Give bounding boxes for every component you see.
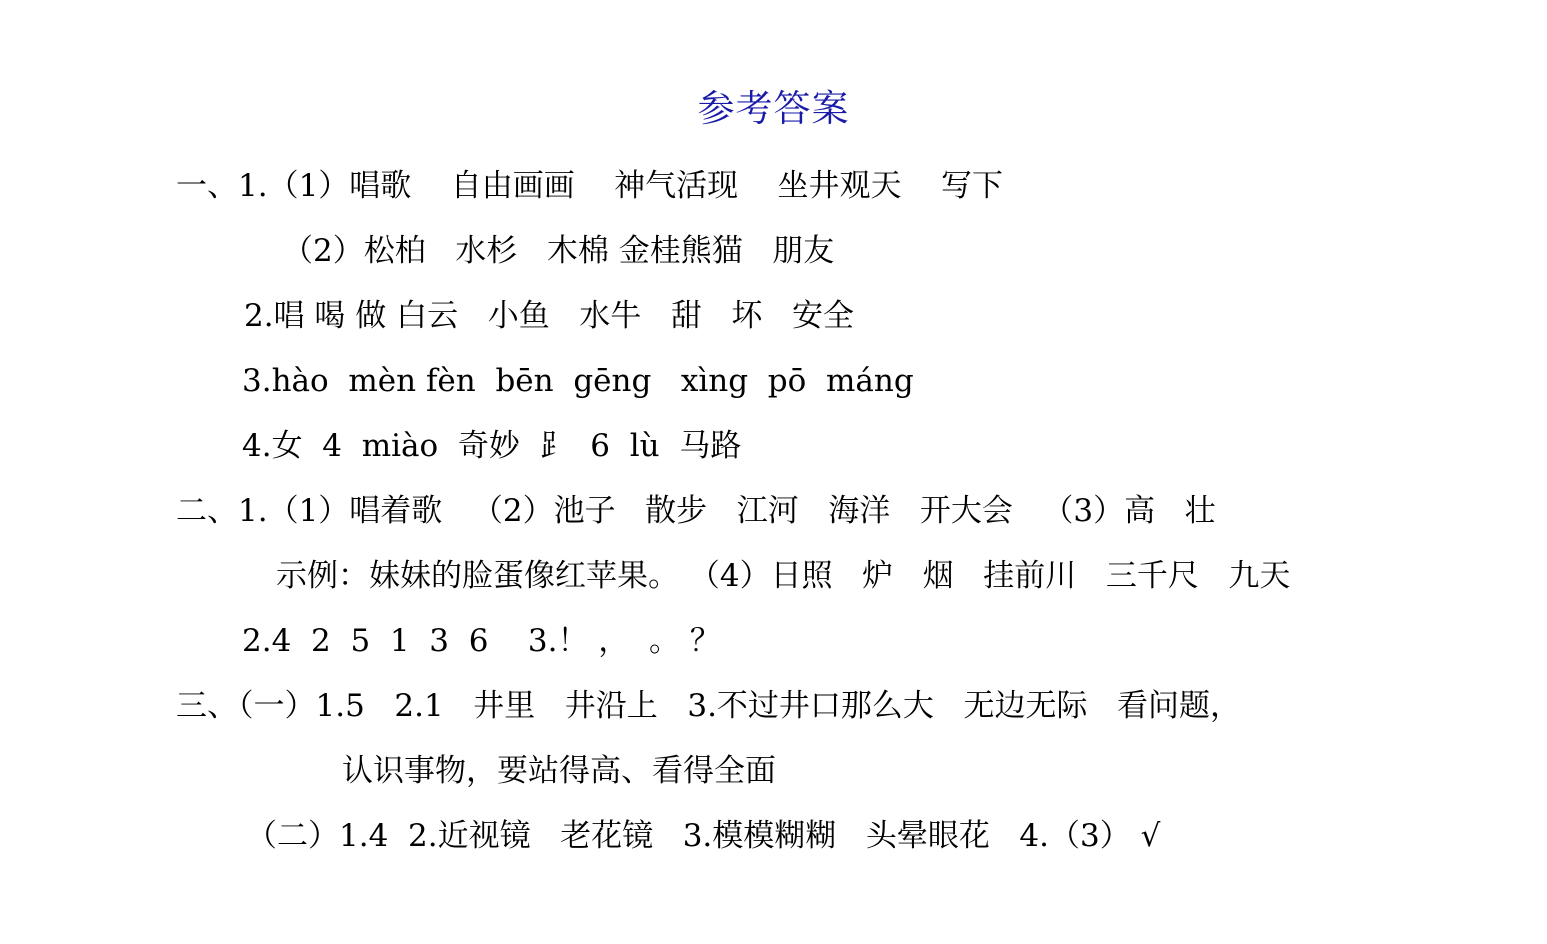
answer-line: 2.唱 喝 做 白云 小鱼 水牛 甜 坏 安全 <box>244 298 854 334</box>
answer-line: 三、（一）1.5 2.1 井里 井沿上 3.不过井口那么大 无边无际 看问题， <box>176 688 1242 724</box>
answer-line: 认识事物，要站得高、看得全面 <box>342 753 776 789</box>
answer-line: 2.4 2 5 1 3 6 3.！ ， 。 ？ <box>242 623 721 659</box>
answer-line: 一、1.（1）唱歌 自由画画 神气活现 坐井观天 写下 <box>176 168 1003 204</box>
answer-line: 4.女 4 miào 奇妙 ⻊ 6 lù 马路 <box>242 428 742 464</box>
answer-line: 示例：妹妹的脸蛋像红苹果。 （4）日照 炉 烟 挂前川 三千尺 九天 <box>276 558 1291 594</box>
page-title: 参考答案 <box>697 87 850 130</box>
answer-line: （2）松柏 水杉 木棉 金桂熊猫 朋友 <box>282 233 835 269</box>
answer-line: （二）1.4 2.近视镜 老花镜 3.模模糊糊 头晕眼花 4.（3） √ <box>246 818 1161 854</box>
answer-line: 3.hào mèn fèn bēn gēng xìng pō máng <box>242 363 914 399</box>
answer-line: 二、1.（1）唱着歌 （2）池子 散步 江河 海洋 开大会 （3）高 壮 <box>176 493 1216 529</box>
